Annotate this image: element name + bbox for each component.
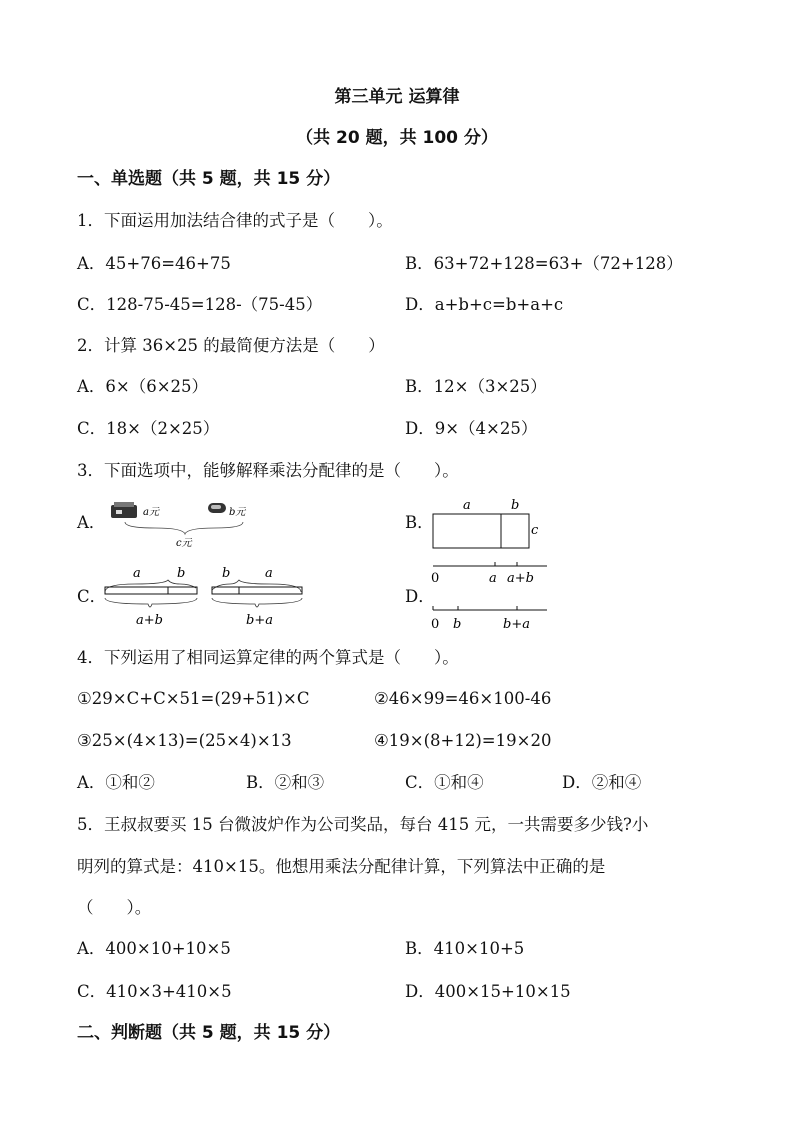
- figure-d-tick-b: b: [453, 617, 462, 632]
- question-2-option-d[interactable]: D．9×（4×25）: [405, 419, 538, 438]
- figure-c-right-sum: b+a: [246, 613, 273, 628]
- figure-d-tick-0: 0: [431, 617, 440, 632]
- section-heading-true-false: 二、判断题（共 5 题，共 15 分）: [77, 1023, 341, 1043]
- question-5-stem-line-1: 5．王叔叔要买 15 台微波炉作为公司奖品，每台 415 元，一共需要多少钱?小: [77, 815, 649, 834]
- question-5-option-a[interactable]: A．400×10+10×5: [77, 939, 231, 958]
- figure-c-left-sum: a+b: [136, 613, 163, 628]
- figure-a-brace: [125, 522, 243, 534]
- question-2-option-b[interactable]: B．12×（3×25）: [405, 377, 547, 396]
- question-5-option-c[interactable]: C．410×3+410×5: [77, 982, 232, 1001]
- figure-b-rectangle-numberline: [425, 494, 555, 586]
- figure-c-right-a: a: [265, 566, 273, 581]
- figure-c-left-a: a: [133, 566, 141, 581]
- figure-c-right-bar: [212, 587, 302, 594]
- question-1-option-a[interactable]: A．45+76=46+75: [77, 254, 231, 273]
- section-heading-single-choice: 一、单选题（共 5 题，共 15 分）: [77, 169, 341, 189]
- question-3-option-d[interactable]: D．: [405, 587, 435, 606]
- question-2-stem: 2．计算 36×25 的最简便方法是（ ）: [77, 336, 385, 355]
- question-5-stem-line-3: （ ）。: [77, 898, 152, 917]
- question-4-option-d[interactable]: D．②和④: [562, 773, 642, 792]
- question-5-option-d[interactable]: D．400×15+10×15: [405, 982, 571, 1001]
- question-1-stem: 1．下面运用加法结合律的式子是（ ）。: [77, 211, 393, 230]
- figure-b-top-a: a: [463, 498, 471, 513]
- question-3-stem: 3．下面选项中，能够解释乘法分配律的是（ ）。: [77, 461, 459, 480]
- question-3-option-c[interactable]: C．: [77, 587, 107, 606]
- question-1-option-c[interactable]: C．128-75-45=128-（75-45）: [77, 295, 323, 314]
- figure-a-total: c元: [176, 538, 192, 549]
- question-5-stem-line-2: 明列的算式是：410×15。他想用乘法分配律计算，下列算法中正确的是: [77, 857, 606, 876]
- figure-c-right-b: b: [222, 566, 231, 581]
- question-4-expr-3: ③25×(4×13)=(25×4)×13: [77, 731, 292, 750]
- question-3-option-b[interactable]: B．: [405, 513, 434, 532]
- question-4-expr-1: ①29×C+C×51=(29+51)×C: [77, 689, 310, 708]
- printer-icon: [111, 502, 137, 518]
- figure-a-label-1: a元: [143, 507, 159, 518]
- figure-b-tick-a: a: [489, 571, 497, 586]
- question-1-option-d[interactable]: D．a+b+c=b+a+c: [405, 295, 564, 314]
- question-2-option-c[interactable]: C．18×（2×25）: [77, 419, 220, 438]
- question-4-stem: 4．下列运用了相同运算定律的两个算式是（ ）。: [77, 648, 459, 667]
- figure-c-left-bar: [105, 587, 197, 594]
- stapler-icon: [208, 503, 226, 513]
- figure-c-left-b: b: [177, 566, 186, 581]
- figure-b-tick-0: 0: [431, 571, 440, 586]
- figure-b-top-b: b: [511, 498, 520, 513]
- page-title: 第三单元 运算律: [334, 87, 460, 107]
- figure-b-rectangle: [433, 514, 529, 548]
- figure-b-side-c: c: [531, 523, 539, 538]
- question-1-option-b[interactable]: B．63+72+128=63+（72+128）: [405, 254, 683, 273]
- figure-b-tick-a-plus-b: a+b: [507, 571, 534, 586]
- question-4-option-c[interactable]: C．①和④: [405, 773, 484, 792]
- figure-a-label-2: b元: [229, 507, 246, 518]
- question-4-expr-2: ②46×99=46×100-46: [374, 689, 552, 708]
- question-4-option-b[interactable]: B．②和③: [246, 773, 325, 792]
- figure-a-price-diagram: [105, 496, 255, 550]
- figure-d-tick-b-plus-a: b+a: [503, 617, 530, 632]
- question-2-option-a[interactable]: A．6×（6×25）: [77, 377, 209, 396]
- figure-d-number-line: [425, 598, 555, 634]
- question-4-expr-4: ④19×(8+12)=19×20: [374, 731, 552, 750]
- question-3-option-a[interactable]: A．: [77, 513, 106, 532]
- figure-c-segment-diagrams: [100, 562, 310, 630]
- question-4-option-a[interactable]: A．①和②: [77, 773, 155, 792]
- question-5-option-b[interactable]: B．410×10+5: [405, 939, 525, 958]
- page-subtitle: （共 20 题，共 100 分）: [296, 128, 498, 148]
